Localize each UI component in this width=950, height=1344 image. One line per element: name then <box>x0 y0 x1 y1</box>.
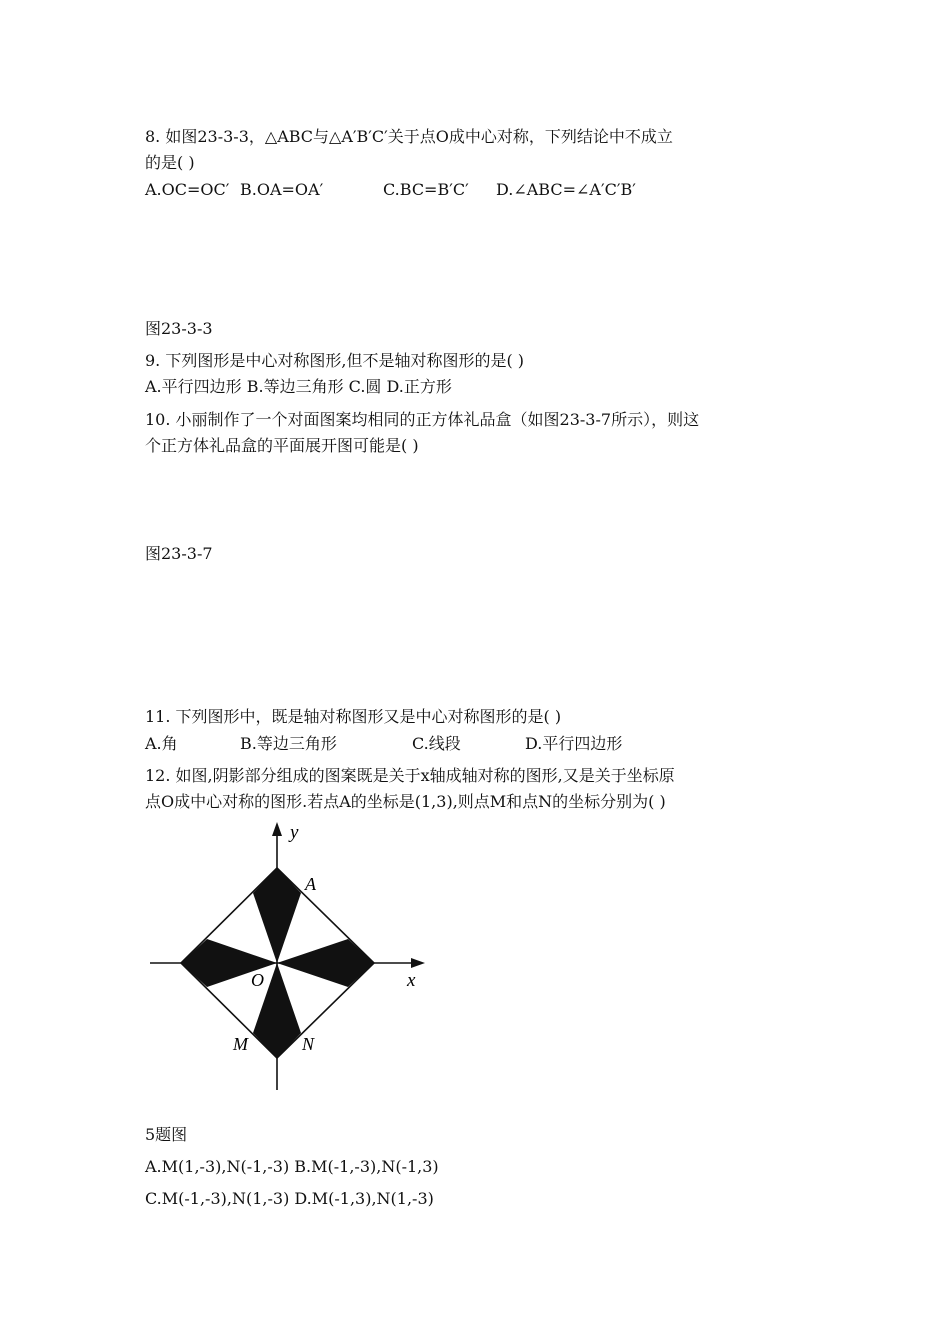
label-x: x <box>407 970 416 991</box>
q11-option-a: A.角 <box>145 734 178 753</box>
label-a: A <box>305 874 316 894</box>
q12-stem-line1: 12. 如图,阴影部分组成的图案既是关于x轴成轴对称的图形,又是关于坐标原 <box>145 766 675 785</box>
shaded-right <box>277 939 374 987</box>
q8-figure-caption: 图23-3-3 <box>145 319 213 338</box>
q8-option-b: B.OA=OA′ <box>240 180 324 199</box>
q8-stem-line1: 8. 如图23-3-3，△ABC与△A′B′C′关于点O成中心对称，下列结论中不成立 <box>145 127 673 146</box>
q10-stem-line1: 10. 小丽制作了一个对面图案均相同的正方体礼品盒（如图23-3-7所示），则这 <box>145 410 700 429</box>
q11-options <box>145 734 622 754</box>
q12-figure <box>145 818 435 1093</box>
shaded-top <box>253 868 301 963</box>
q11-option-d: D.平行四边形 <box>525 734 623 753</box>
x-axis-arrow-icon <box>411 958 425 968</box>
q8-option-d: D.∠ABC=∠A′C′B′ <box>496 180 636 199</box>
q8-stem-line2: 的是( ) <box>145 153 195 172</box>
q12-figure-caption: 5题图 <box>145 1125 188 1144</box>
q11-option-c: C.线段 <box>412 734 461 753</box>
label-o: O <box>251 970 264 990</box>
q10-stem-line2: 个正方体礼品盒的平面展开图可能是( ) <box>145 436 419 455</box>
q11-stem: 11. 下列图形中，既是轴对称图形又是中心对称图形的是( ) <box>145 707 562 726</box>
q9-stem: 9. 下列图形是中心对称图形,但不是轴对称图形的是( ) <box>145 351 525 370</box>
label-y: y <box>290 822 299 843</box>
q9-options: A.平行四边形 B.等边三角形 C.圆 D.正方形 <box>145 377 452 396</box>
q11-option-b: B.等边三角形 <box>240 734 337 753</box>
q10-figure-caption: 图23-3-7 <box>145 544 213 563</box>
q12-stem-line2: 点O成中心对称的图形.若点A的坐标是(1,3),则点M和点N的坐标分别为( ) <box>145 792 666 811</box>
q12-options-line2: C.M(-1,-3),N(1,-3) D.M(-1,3),N(1,-3) <box>145 1189 434 1208</box>
y-axis-arrow-icon <box>272 822 282 836</box>
q12-options-line1: A.M(1,-3),N(-1,-3) B.M(-1,-3),N(-1,3) <box>145 1157 439 1176</box>
q8-option-c: C.BC=B′C′ <box>383 180 469 199</box>
q8-options <box>145 180 636 200</box>
label-n: N <box>302 1034 315 1054</box>
q8-option-a: A.OC=OC′ <box>145 180 230 199</box>
label-m: M <box>233 1034 248 1054</box>
